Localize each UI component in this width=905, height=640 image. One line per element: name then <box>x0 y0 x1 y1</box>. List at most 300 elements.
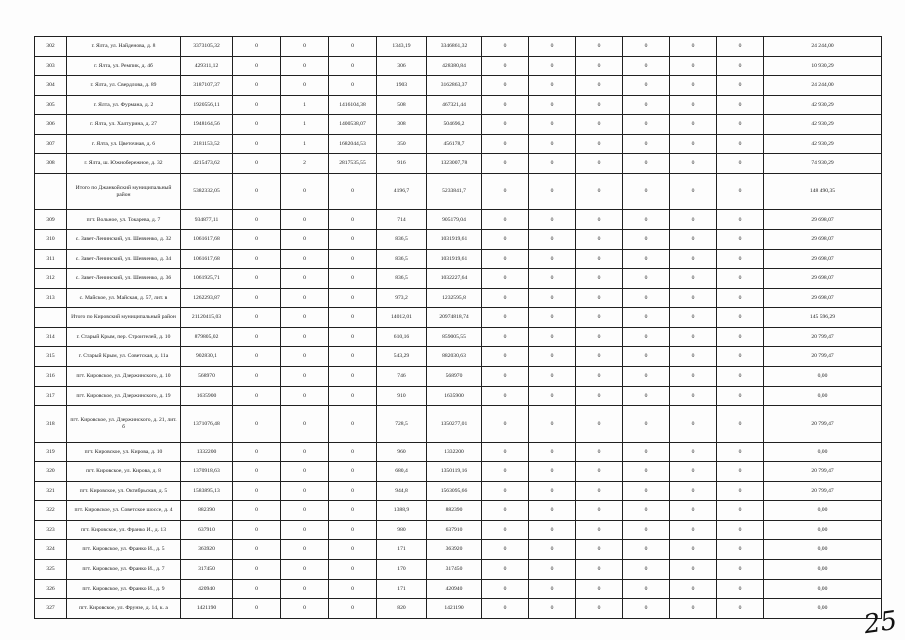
col-2-cell: 0 <box>233 95 281 115</box>
col-12-cell: 0 <box>717 249 764 269</box>
col-8-cell: 0 <box>529 95 576 115</box>
col-10-cell: 0 <box>623 76 670 96</box>
col-6-cell: 420940 <box>427 579 482 599</box>
col-9-cell: 0 <box>576 386 623 406</box>
col-9-cell: 0 <box>576 559 623 579</box>
col-8-cell: 0 <box>529 347 576 367</box>
row-number-cell: 320 <box>35 462 67 482</box>
col-4-cell: 0 <box>329 442 377 462</box>
col-4-cell: 0 <box>329 308 377 328</box>
col-4-cell: 0 <box>329 386 377 406</box>
col-9-cell: 0 <box>576 249 623 269</box>
col-3-cell: 0 <box>281 76 329 96</box>
col-10-cell: 0 <box>623 95 670 115</box>
col-8-cell: 0 <box>529 308 576 328</box>
col-4-cell: 0 <box>329 249 377 269</box>
amount-cell: 145 596,29 <box>764 308 882 328</box>
col-6-cell: 1323007,78 <box>427 154 482 174</box>
row-number-cell <box>35 308 67 328</box>
table-row <box>35 154 882 174</box>
col-12-cell: 0 <box>717 210 764 230</box>
row-number-cell: 321 <box>35 481 67 501</box>
row-number-cell: 304 <box>35 76 67 96</box>
col-11-cell: 0 <box>670 559 717 579</box>
page-number: 25 <box>861 605 899 640</box>
col-8-cell: 0 <box>529 559 576 579</box>
col-4-cell: 0 <box>329 579 377 599</box>
address-cell: пгт. Кировское, ул. Франко И., д. 9 <box>67 579 181 599</box>
col-6-cell: 363920 <box>427 540 482 560</box>
col-4-cell: 2817535,55 <box>329 154 377 174</box>
amount-cell: 42 930,29 <box>764 115 882 135</box>
register-table-body <box>35 37 882 619</box>
col-10-cell: 0 <box>623 327 670 347</box>
col-12-cell: 0 <box>717 599 764 619</box>
col-12-cell: 0 <box>717 406 764 443</box>
col-6-cell: 5233841,7 <box>427 173 482 210</box>
col-6-cell: 859005,55 <box>427 327 482 347</box>
col-6-cell: 456178,7 <box>427 134 482 154</box>
col-7-cell: 0 <box>482 481 529 501</box>
address-cell: пгт. Кировское, ул. Фрунзе, д. 14, к. а <box>67 599 181 619</box>
area-cell: 350 <box>377 134 427 154</box>
col-12-cell: 0 <box>717 288 764 308</box>
total-cost-cell: 2181153,52 <box>181 134 233 154</box>
col-7-cell: 0 <box>482 173 529 210</box>
col-6-cell: 467321,44 <box>427 95 482 115</box>
col-12-cell: 0 <box>717 95 764 115</box>
row-number-cell: 322 <box>35 501 67 521</box>
address-cell: пгт. Кировское, ул. Франко И., д. 7 <box>67 559 181 579</box>
col-11-cell: 0 <box>670 269 717 289</box>
col-3-cell: 0 <box>281 56 329 76</box>
col-12-cell: 0 <box>717 269 764 289</box>
col-11-cell: 0 <box>670 406 717 443</box>
area-cell: 171 <box>377 540 427 560</box>
area-cell: 14012,01 <box>377 308 427 328</box>
row-number-cell: 313 <box>35 288 67 308</box>
col-10-cell: 0 <box>623 154 670 174</box>
table-row <box>35 115 882 135</box>
col-3-cell: 1 <box>281 134 329 154</box>
col-2-cell: 0 <box>233 173 281 210</box>
col-9-cell: 0 <box>576 308 623 328</box>
col-7-cell: 0 <box>482 230 529 250</box>
col-2-cell: 0 <box>233 37 281 57</box>
col-8-cell: 0 <box>529 37 576 57</box>
row-number-cell: 315 <box>35 347 67 367</box>
col-3-cell: 0 <box>281 406 329 443</box>
row-number-cell: 303 <box>35 56 67 76</box>
table-row <box>35 406 882 443</box>
col-2-cell: 0 <box>233 366 281 386</box>
col-3-cell: 0 <box>281 481 329 501</box>
col-11-cell: 0 <box>670 230 717 250</box>
subtotal-row <box>35 308 882 328</box>
col-12-cell: 0 <box>717 115 764 135</box>
area-cell: 308 <box>377 115 427 135</box>
table-row <box>35 269 882 289</box>
col-6-cell: 637910 <box>427 520 482 540</box>
col-2-cell: 0 <box>233 520 281 540</box>
total-cost-cell: 317450 <box>181 559 233 579</box>
col-6-cell: 882030,63 <box>427 347 482 367</box>
col-8-cell: 0 <box>529 599 576 619</box>
col-3-cell: 0 <box>281 230 329 250</box>
col-3-cell: 1 <box>281 95 329 115</box>
col-6-cell: 1350119,16 <box>427 462 482 482</box>
col-7-cell: 0 <box>482 442 529 462</box>
col-12-cell: 0 <box>717 579 764 599</box>
col-9-cell: 0 <box>576 540 623 560</box>
col-7-cell: 0 <box>482 95 529 115</box>
address-cell: г. Ялта, ул. Фурмана, д. 2 <box>67 95 181 115</box>
col-10-cell: 0 <box>623 288 670 308</box>
address-cell: пгт. Кировское, ул. Дзержинского, д. 19 <box>67 386 181 406</box>
table-row <box>35 95 882 115</box>
amount-cell: 29 698,07 <box>764 230 882 250</box>
area-cell: 836,5 <box>377 269 427 289</box>
col-10-cell: 0 <box>623 308 670 328</box>
col-3-cell: 0 <box>281 347 329 367</box>
total-cost-cell: 1421190 <box>181 599 233 619</box>
address-cell: Итого по Джанкойский муниципальный район <box>67 173 181 210</box>
col-2-cell: 0 <box>233 115 281 135</box>
col-10-cell: 0 <box>623 579 670 599</box>
total-cost-cell: 568970 <box>181 366 233 386</box>
table-row <box>35 210 882 230</box>
address-cell: пгт. Кировское, ул. Кирова, д. 8 <box>67 462 181 482</box>
area-cell: 820 <box>377 599 427 619</box>
col-4-cell: 1682044,53 <box>329 134 377 154</box>
area-cell: 728,5 <box>377 406 427 443</box>
col-6-cell: 3346861,32 <box>427 37 482 57</box>
col-7-cell: 0 <box>482 366 529 386</box>
col-8-cell: 0 <box>529 481 576 501</box>
row-number-cell: 308 <box>35 154 67 174</box>
col-8-cell: 0 <box>529 134 576 154</box>
col-6-cell: 20974818,74 <box>427 308 482 328</box>
col-8-cell: 0 <box>529 173 576 210</box>
col-4-cell: 1416104,38 <box>329 95 377 115</box>
col-3-cell: 0 <box>281 540 329 560</box>
col-12-cell: 0 <box>717 559 764 579</box>
col-11-cell: 0 <box>670 347 717 367</box>
col-8-cell: 0 <box>529 327 576 347</box>
row-number-cell: 302 <box>35 37 67 57</box>
col-12-cell: 0 <box>717 520 764 540</box>
col-7-cell: 0 <box>482 386 529 406</box>
table-row <box>35 579 882 599</box>
col-4-cell: 0 <box>329 481 377 501</box>
row-number-cell: 323 <box>35 520 67 540</box>
col-4-cell: 0 <box>329 210 377 230</box>
amount-cell: 0,00 <box>764 520 882 540</box>
area-cell: 171 <box>377 579 427 599</box>
col-12-cell: 0 <box>717 230 764 250</box>
col-6-cell: 568970 <box>427 366 482 386</box>
amount-cell: 29 698,07 <box>764 249 882 269</box>
col-12-cell: 0 <box>717 386 764 406</box>
total-cost-cell: 934877,11 <box>181 210 233 230</box>
col-8-cell: 0 <box>529 520 576 540</box>
amount-cell: 24 244,00 <box>764 37 882 57</box>
col-9-cell: 0 <box>576 210 623 230</box>
col-6-cell: 1232595,8 <box>427 288 482 308</box>
total-cost-cell: 1583895,13 <box>181 481 233 501</box>
amount-cell: 24 244,00 <box>764 76 882 96</box>
col-11-cell: 0 <box>670 501 717 521</box>
row-number-cell: 319 <box>35 442 67 462</box>
col-12-cell: 0 <box>717 366 764 386</box>
col-9-cell: 0 <box>576 327 623 347</box>
row-number-cell: 306 <box>35 115 67 135</box>
col-12-cell: 0 <box>717 442 764 462</box>
address-cell: с. Завет-Ленинский, ул. Шевченко, д. 32 <box>67 230 181 250</box>
address-cell: пгт. Кировское, ул. Дзержинского, д. 21, лит. б <box>67 406 181 443</box>
col-9-cell: 0 <box>576 269 623 289</box>
col-10-cell: 0 <box>623 230 670 250</box>
area-cell: 746 <box>377 366 427 386</box>
col-9-cell: 0 <box>576 520 623 540</box>
col-2-cell: 0 <box>233 501 281 521</box>
col-10-cell: 0 <box>623 559 670 579</box>
col-12-cell: 0 <box>717 154 764 174</box>
row-number-cell: 324 <box>35 540 67 560</box>
address-cell: г. Ялта, ул. Ремпик, д. 4б <box>67 56 181 76</box>
col-9-cell: 0 <box>576 442 623 462</box>
col-6-cell: 1031919,61 <box>427 249 482 269</box>
col-2-cell: 0 <box>233 249 281 269</box>
col-8-cell: 0 <box>529 56 576 76</box>
col-10-cell: 0 <box>623 386 670 406</box>
col-2-cell: 0 <box>233 579 281 599</box>
col-3-cell: 2 <box>281 154 329 174</box>
amount-cell: 0,00 <box>764 386 882 406</box>
amount-cell: 20 799,47 <box>764 462 882 482</box>
col-10-cell: 0 <box>623 173 670 210</box>
address-cell: г. Ялта, ш. Южнобережное, д. 32 <box>67 154 181 174</box>
area-cell: 980 <box>377 520 427 540</box>
amount-cell: 0,00 <box>764 442 882 462</box>
table-row <box>35 327 882 347</box>
col-12-cell: 0 <box>717 462 764 482</box>
col-8-cell: 0 <box>529 406 576 443</box>
col-9-cell: 0 <box>576 115 623 135</box>
col-2-cell: 0 <box>233 559 281 579</box>
address-cell: пгт. Кировское, ул. Франко И., д. 13 <box>67 520 181 540</box>
col-11-cell: 0 <box>670 386 717 406</box>
col-4-cell: 0 <box>329 347 377 367</box>
col-4-cell: 0 <box>329 230 377 250</box>
col-7-cell: 0 <box>482 134 529 154</box>
col-6-cell: 1350277,01 <box>427 406 482 443</box>
col-2-cell: 0 <box>233 308 281 328</box>
col-9-cell: 0 <box>576 134 623 154</box>
col-10-cell: 0 <box>623 540 670 560</box>
amount-cell: 0,00 <box>764 559 882 579</box>
col-7-cell: 0 <box>482 520 529 540</box>
area-cell: 1388,9 <box>377 501 427 521</box>
amount-cell: 74 930,29 <box>764 154 882 174</box>
table-row <box>35 249 882 269</box>
col-4-cell: 0 <box>329 520 377 540</box>
amount-cell: 29 698,07 <box>764 269 882 289</box>
table-row <box>35 230 882 250</box>
amount-cell: 0,00 <box>764 501 882 521</box>
col-3-cell: 1 <box>281 115 329 135</box>
col-9-cell: 0 <box>576 95 623 115</box>
col-2-cell: 0 <box>233 76 281 96</box>
col-9-cell: 0 <box>576 406 623 443</box>
address-cell: г. Старый Крым, пер. Строителей, д. 10 <box>67 327 181 347</box>
col-2-cell: 0 <box>233 134 281 154</box>
col-12-cell: 0 <box>717 540 764 560</box>
col-2-cell: 0 <box>233 406 281 443</box>
col-8-cell: 0 <box>529 540 576 560</box>
col-7-cell: 0 <box>482 115 529 135</box>
col-11-cell: 0 <box>670 288 717 308</box>
col-9-cell: 0 <box>576 366 623 386</box>
col-11-cell: 0 <box>670 134 717 154</box>
area-cell: 916 <box>377 154 427 174</box>
area-cell: 306 <box>377 56 427 76</box>
col-12-cell: 0 <box>717 481 764 501</box>
total-cost-cell: 1061617,68 <box>181 230 233 250</box>
col-4-cell: 0 <box>329 540 377 560</box>
col-11-cell: 0 <box>670 37 717 57</box>
col-8-cell: 0 <box>529 288 576 308</box>
col-7-cell: 0 <box>482 579 529 599</box>
col-9-cell: 0 <box>576 347 623 367</box>
col-8-cell: 0 <box>529 249 576 269</box>
col-11-cell: 0 <box>670 210 717 230</box>
col-3-cell: 0 <box>281 288 329 308</box>
col-10-cell: 0 <box>623 366 670 386</box>
total-cost-cell: 1948164,56 <box>181 115 233 135</box>
table-row <box>35 559 882 579</box>
row-number-cell <box>35 173 67 210</box>
row-number-cell: 305 <box>35 95 67 115</box>
col-7-cell: 0 <box>482 288 529 308</box>
address-cell: с. Майское, ул. Майская, д. 57, лит. в <box>67 288 181 308</box>
total-cost-cell: 21120415,03 <box>181 308 233 328</box>
amount-cell: 20 799,47 <box>764 327 882 347</box>
col-8-cell: 0 <box>529 115 576 135</box>
col-2-cell: 0 <box>233 462 281 482</box>
total-cost-cell: 637910 <box>181 520 233 540</box>
col-12-cell: 0 <box>717 347 764 367</box>
col-2-cell: 0 <box>233 347 281 367</box>
col-10-cell: 0 <box>623 249 670 269</box>
total-cost-cell: 5382332,05 <box>181 173 233 210</box>
total-cost-cell: 3373105,32 <box>181 37 233 57</box>
col-7-cell: 0 <box>482 462 529 482</box>
col-10-cell: 0 <box>623 56 670 76</box>
area-cell: 4196,7 <box>377 173 427 210</box>
area-cell: 836,5 <box>377 249 427 269</box>
row-number-cell: 325 <box>35 559 67 579</box>
col-8-cell: 0 <box>529 269 576 289</box>
col-2-cell: 0 <box>233 56 281 76</box>
col-7-cell: 0 <box>482 249 529 269</box>
col-12-cell: 0 <box>717 134 764 154</box>
table-row <box>35 442 882 462</box>
col-2-cell: 0 <box>233 288 281 308</box>
address-cell: пгт. Вольное, ул. Токарева, д. 7 <box>67 210 181 230</box>
amount-cell: 0,00 <box>764 599 882 619</box>
col-12-cell: 0 <box>717 76 764 96</box>
row-number-cell: 312 <box>35 269 67 289</box>
area-cell: 973,2 <box>377 288 427 308</box>
col-4-cell: 0 <box>329 501 377 521</box>
col-9-cell: 0 <box>576 481 623 501</box>
col-6-cell: 1563095,66 <box>427 481 482 501</box>
col-7-cell: 0 <box>482 37 529 57</box>
table-row <box>35 76 882 96</box>
area-cell: 1903 <box>377 76 427 96</box>
total-cost-cell: 1635900 <box>181 386 233 406</box>
col-8-cell: 0 <box>529 579 576 599</box>
col-9-cell: 0 <box>576 599 623 619</box>
area-cell: 910 <box>377 386 427 406</box>
col-10-cell: 0 <box>623 520 670 540</box>
address-cell: г. Ялта, ул. Найденова, д. 8 <box>67 37 181 57</box>
area-cell: 170 <box>377 559 427 579</box>
col-3-cell: 0 <box>281 579 329 599</box>
amount-cell: 148 490,35 <box>764 173 882 210</box>
col-10-cell: 0 <box>623 442 670 462</box>
total-cost-cell: 363920 <box>181 540 233 560</box>
col-3-cell: 0 <box>281 501 329 521</box>
total-cost-cell: 1061617,68 <box>181 249 233 269</box>
col-4-cell: 0 <box>329 37 377 57</box>
col-12-cell: 0 <box>717 501 764 521</box>
address-cell: пгт. Кировское, ул. Кирова, д. 10 <box>67 442 181 462</box>
col-2-cell: 0 <box>233 210 281 230</box>
col-10-cell: 0 <box>623 406 670 443</box>
col-7-cell: 0 <box>482 599 529 619</box>
total-cost-cell: 882390 <box>181 501 233 521</box>
col-7-cell: 0 <box>482 406 529 443</box>
col-12-cell: 0 <box>717 173 764 210</box>
row-number-cell: 314 <box>35 327 67 347</box>
col-6-cell: 428380,84 <box>427 56 482 76</box>
col-6-cell: 905179,04 <box>427 210 482 230</box>
col-10-cell: 0 <box>623 210 670 230</box>
col-7-cell: 0 <box>482 540 529 560</box>
col-6-cell: 1421190 <box>427 599 482 619</box>
total-cost-cell: 1920556,11 <box>181 95 233 115</box>
address-cell: пгт. Кировское, ул. Октябрьская, д. 5 <box>67 481 181 501</box>
col-9-cell: 0 <box>576 76 623 96</box>
col-3-cell: 0 <box>281 308 329 328</box>
col-10-cell: 0 <box>623 269 670 289</box>
col-7-cell: 0 <box>482 56 529 76</box>
col-12-cell: 0 <box>717 308 764 328</box>
col-7-cell: 0 <box>482 347 529 367</box>
col-3-cell: 0 <box>281 173 329 210</box>
table-row <box>35 37 882 57</box>
register-table <box>34 36 882 619</box>
amount-cell: 20 799,47 <box>764 347 882 367</box>
table-row <box>35 366 882 386</box>
col-11-cell: 0 <box>670 173 717 210</box>
area-cell: 543,29 <box>377 347 427 367</box>
table-row <box>35 520 882 540</box>
address-cell: с. Завет-Ленинский, ул. Шевченко, д. 34 <box>67 249 181 269</box>
total-cost-cell: 1370918,63 <box>181 462 233 482</box>
